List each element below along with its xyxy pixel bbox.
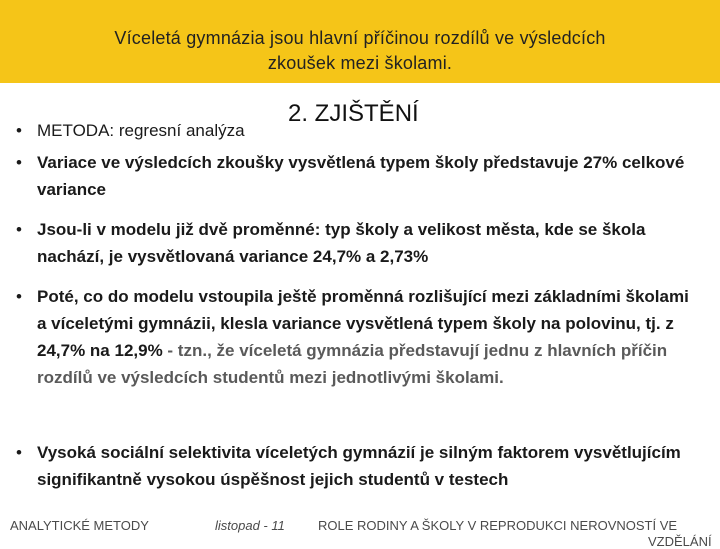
bullet-1-text: Variace ve výsledcích zkoušky vysvětlená typem školy představuje 27% celkové variance [37, 153, 685, 199]
footer-date: listopad - 11 [215, 518, 285, 533]
bullet-dot: • [16, 443, 22, 462]
slide-title [60, 26, 660, 76]
bullet-3-text [37, 283, 702, 391]
bullet-4-text: Vysoká sociální selektivita víceletých gymnázií je silným faktorem vysvětlujícím signifikantně vysokou úspěšnost jejich studentů v testech [37, 443, 681, 489]
bullet-dot: • [16, 121, 22, 140]
bullet-2-text: Jsou-li v modelu již dvě proměnné: typ školy a velikost města, kde se škola nachází, je vysvětlovaná variance 24,7% a 2,73% [37, 220, 646, 266]
footer-course-name: ANALYTICKÉ METODY [10, 518, 149, 533]
bullet-3-main-text: Poté, co do modelu vstoupila ještě proměnná rozlišující mezi základními školami a víceletými gymnázii, klesla variance vysvětlená typem školy na polovinu, tj. z 24,7% na 12,9% [37, 287, 689, 360]
slide-title-line-2: zkoušek mezi školami. [267, 53, 453, 73]
bullet-dot: • [16, 153, 22, 172]
bullet-3-note-text: - tzn., že víceletá gymnázia představují jednu z hlavních příčin rozdílů ve výsledcích studentů mezi jednotlivými školami. [37, 341, 668, 387]
bullet-dot: • [16, 220, 22, 239]
bullet-metoda-text: METODA: regresní analýza [37, 121, 245, 140]
bullet-dot: • [16, 287, 22, 306]
footer-presentation-title [318, 518, 712, 549]
section-heading: 2. ZJIŠTĚNÍ [288, 100, 419, 127]
footer-presentation-title-line-1: ROLE RODINY A ŠKOLY V REPRODUKCI NEROVNOSTÍ VE [318, 518, 678, 533]
footer-presentation-title-line-2: VZDĚLÁNÍ [648, 534, 712, 549]
slide-title-line-1: Víceletá gymnázia jsou hlavní příčinou rozdílů ve výsledcích [114, 28, 606, 48]
